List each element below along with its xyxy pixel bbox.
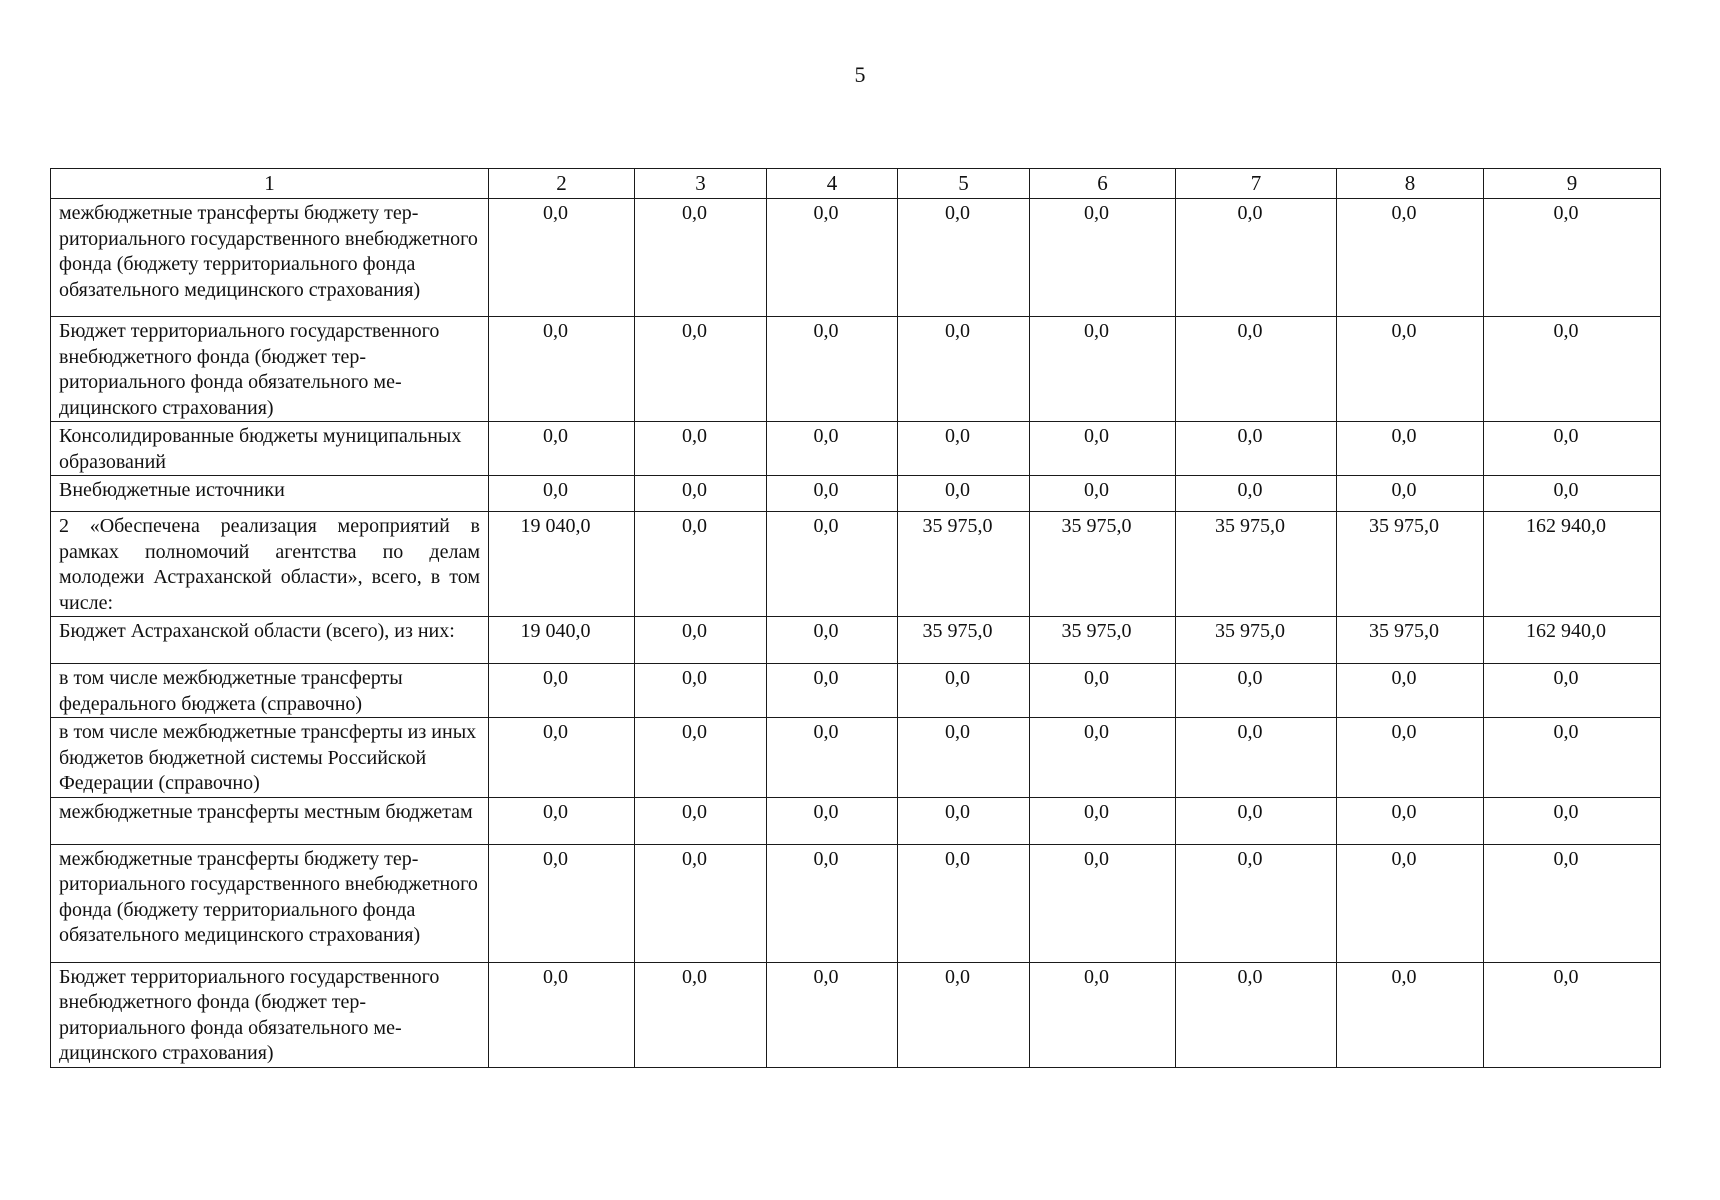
cell-value-text: 0,0 xyxy=(1391,847,1417,870)
cell-value-text: 0,0 xyxy=(813,515,839,537)
row-label: межбюджетные трансферты местным бюджетам xyxy=(51,797,489,844)
cell-value xyxy=(767,797,898,844)
cell-value xyxy=(1176,844,1337,962)
cell-value-text: 0,0 xyxy=(1391,202,1417,224)
table-row xyxy=(51,797,1661,844)
cell-value-text: 0,0 xyxy=(813,425,839,447)
cell-value xyxy=(489,797,635,844)
cell-value-text: 0,0 xyxy=(1553,847,1579,870)
cell-value-text: 0,0 xyxy=(1391,667,1417,689)
cell-value-text: 0,0 xyxy=(1553,965,1579,988)
cell-value xyxy=(767,422,898,476)
cell-value xyxy=(635,317,767,422)
cell-value xyxy=(635,422,767,476)
cell-value-text: 0,0 xyxy=(543,800,568,823)
cell-value-text: 35 975,0 xyxy=(1215,515,1285,537)
cell-value xyxy=(767,617,898,664)
table-row xyxy=(51,617,1661,664)
cell-value xyxy=(1176,797,1337,844)
cell-value xyxy=(1030,199,1176,317)
cell-value xyxy=(767,199,898,317)
table-row xyxy=(51,199,1661,317)
cell-value xyxy=(767,664,898,718)
cell-value-text: 0,0 xyxy=(682,202,707,224)
row-label: Консолидированные бюджеты муниципальных образований xyxy=(51,422,489,476)
column-header-5: 5 xyxy=(898,169,1030,199)
cell-value xyxy=(635,797,767,844)
cell-value-text: 0,0 xyxy=(1237,320,1263,342)
cell-value xyxy=(1484,617,1661,664)
cell-value xyxy=(1176,664,1337,718)
cell-value-text: 35 975,0 xyxy=(922,515,993,537)
cell-value-text: 35 975,0 xyxy=(1061,515,1132,537)
row-label: Внебюджетные источники xyxy=(51,476,489,512)
cell-value-text: 0,0 xyxy=(1553,479,1579,501)
cell-value-text: 19 040,0 xyxy=(520,515,591,537)
cell-value-text: 162 940,0 xyxy=(1526,620,1606,642)
cell-value-text: 0,0 xyxy=(1553,721,1579,743)
cell-value-text: 0,0 xyxy=(813,202,839,224)
cell-value-text: 0,0 xyxy=(1084,965,1109,988)
cell-value xyxy=(635,718,767,798)
cell-value xyxy=(1484,476,1661,512)
cell-value xyxy=(1484,664,1661,718)
cell-value-text: 0,0 xyxy=(1237,800,1263,823)
cell-value-text: 0,0 xyxy=(1084,847,1109,870)
column-header-6: 6 xyxy=(1030,169,1176,199)
cell-value xyxy=(767,962,898,1067)
cell-value xyxy=(1030,844,1176,962)
cell-value xyxy=(1030,317,1176,422)
cell-value-text: 0,0 xyxy=(543,847,568,870)
budget-table xyxy=(50,168,1661,1068)
cell-value xyxy=(767,512,898,617)
cell-value xyxy=(635,962,767,1067)
cell-value-text: 0,0 xyxy=(813,800,839,823)
cell-value-text: 0,0 xyxy=(813,667,839,689)
cell-value xyxy=(489,844,635,962)
cell-value-text: 0,0 xyxy=(945,425,970,447)
cell-value-text: 0,0 xyxy=(543,721,568,743)
column-header-7: 7 xyxy=(1176,169,1337,199)
cell-value xyxy=(1030,664,1176,718)
cell-value-text: 0,0 xyxy=(543,202,568,224)
cell-value xyxy=(1484,317,1661,422)
cell-value xyxy=(898,422,1030,476)
column-header-2: 2 xyxy=(489,169,635,199)
cell-value-text: 35 975,0 xyxy=(922,620,993,642)
cell-value-text: 0,0 xyxy=(813,847,839,870)
cell-value-text: 0,0 xyxy=(813,620,839,642)
cell-value xyxy=(1176,476,1337,512)
cell-value-text: 0,0 xyxy=(1084,425,1109,447)
cell-value xyxy=(1337,617,1484,664)
cell-value-text: 0,0 xyxy=(1553,425,1579,447)
cell-value xyxy=(898,476,1030,512)
cell-value-text: 0,0 xyxy=(1084,721,1109,743)
cell-value xyxy=(1030,512,1176,617)
cell-value xyxy=(1337,422,1484,476)
cell-value xyxy=(1484,422,1661,476)
cell-value xyxy=(635,617,767,664)
cell-value-text: 0,0 xyxy=(1391,965,1417,988)
cell-value xyxy=(1484,199,1661,317)
cell-value-text: 0,0 xyxy=(682,479,707,501)
cell-value xyxy=(489,422,635,476)
cell-value-text: 0,0 xyxy=(1391,425,1417,447)
cell-value xyxy=(635,664,767,718)
cell-value xyxy=(1176,199,1337,317)
cell-value xyxy=(898,617,1030,664)
cell-value-text: 35 975,0 xyxy=(1369,620,1439,642)
row-label: в том числе межбюджетные трансферты из иных бюджетов бюджетной системы Российской Федерации (справочно) xyxy=(51,718,489,798)
cell-value-text: 0,0 xyxy=(682,721,707,743)
cell-value xyxy=(1484,962,1661,1067)
cell-value xyxy=(767,718,898,798)
cell-value-text: 0,0 xyxy=(543,965,568,988)
cell-value-text: 0,0 xyxy=(1237,847,1263,870)
table-body xyxy=(51,199,1661,1068)
table-row xyxy=(51,844,1661,962)
cell-value-text: 0,0 xyxy=(543,667,568,689)
cell-value xyxy=(898,844,1030,962)
table-row xyxy=(51,512,1661,617)
cell-value xyxy=(635,199,767,317)
cell-value xyxy=(489,476,635,512)
cell-value xyxy=(1484,718,1661,798)
table-row xyxy=(51,962,1661,1067)
cell-value-text: 0,0 xyxy=(945,202,970,224)
cell-value-text: 0,0 xyxy=(543,320,568,342)
cell-value xyxy=(1030,718,1176,798)
cell-value xyxy=(489,317,635,422)
cell-value-text: 0,0 xyxy=(1237,202,1263,224)
column-header-3: 3 xyxy=(635,169,767,199)
cell-value-text: 0,0 xyxy=(1237,667,1263,689)
cell-value-text: 0,0 xyxy=(1553,667,1579,689)
row-label: Бюджет Астраханской области (всего), из них: xyxy=(51,617,489,664)
page-number: 5 xyxy=(854,62,866,87)
cell-value xyxy=(1337,844,1484,962)
table-row xyxy=(51,317,1661,422)
cell-value-text: 0,0 xyxy=(945,721,970,743)
cell-value xyxy=(489,617,635,664)
cell-value xyxy=(1030,422,1176,476)
cell-value-text: 0,0 xyxy=(945,479,970,501)
table-row xyxy=(51,476,1661,512)
cell-value xyxy=(898,797,1030,844)
cell-value-text: 35 975,0 xyxy=(1369,515,1439,537)
cell-value-text: 0,0 xyxy=(1553,800,1579,823)
cell-value-text: 0,0 xyxy=(813,721,839,743)
cell-value xyxy=(1176,617,1337,664)
cell-value xyxy=(1030,797,1176,844)
cell-value-text: 0,0 xyxy=(1084,320,1109,342)
cell-value xyxy=(1030,476,1176,512)
cell-value-text: 0,0 xyxy=(682,425,707,447)
cell-value-text: 0,0 xyxy=(945,800,970,823)
cell-value-text: 0,0 xyxy=(682,800,707,823)
cell-value xyxy=(635,512,767,617)
cell-value-text: 162 940,0 xyxy=(1526,515,1606,537)
row-label: в том числе межбюджетные трансферты федерального бюджета (справочно) xyxy=(51,664,489,718)
cell-value-text: 0,0 xyxy=(1237,479,1263,501)
header-row xyxy=(51,169,1661,199)
cell-value-text: 0,0 xyxy=(682,515,707,537)
cell-value-text: 0,0 xyxy=(1391,721,1417,743)
cell-value xyxy=(1337,664,1484,718)
cell-value-text: 0,0 xyxy=(682,320,707,342)
cell-value-text: 0,0 xyxy=(1553,202,1579,224)
cell-value-text: 0,0 xyxy=(543,479,568,501)
cell-value xyxy=(1337,718,1484,798)
table-row xyxy=(51,422,1661,476)
cell-value-text: 19 040,0 xyxy=(520,620,591,642)
cell-value xyxy=(1337,317,1484,422)
cell-value-text: 0,0 xyxy=(1084,479,1109,501)
cell-value-text: 0,0 xyxy=(945,320,970,342)
cell-value xyxy=(898,512,1030,617)
cell-value-text: 0,0 xyxy=(682,667,707,689)
cell-value-text: 0,0 xyxy=(945,847,970,870)
cell-value-text: 0,0 xyxy=(682,620,707,642)
cell-value-text: 0,0 xyxy=(945,667,970,689)
cell-value xyxy=(1337,797,1484,844)
cell-value xyxy=(1484,844,1661,962)
row-label: межбюджетные трансферты бюджету территориального государственного внебюджетного фонда (бюджету территориального фонда обязательного медицинского страхования) xyxy=(51,199,489,317)
row-label: Бюджет территориального государственного внебюджетного фонда (бюджет территориального фонда обязательного медицинского страхования) xyxy=(51,317,489,422)
cell-value xyxy=(767,844,898,962)
cell-value-text: 0,0 xyxy=(1391,479,1417,501)
cell-value-text: 0,0 xyxy=(1084,800,1109,823)
cell-value-text: 35 975,0 xyxy=(1061,620,1132,642)
cell-value-text: 0,0 xyxy=(813,479,839,501)
row-label: межбюджетные трансферты бюджету территориального государственного внебюджетного фонда (бюджету территориального фонда обязательного медицинского страхования) xyxy=(51,844,489,962)
table-row xyxy=(51,664,1661,718)
cell-value xyxy=(635,476,767,512)
cell-value xyxy=(1030,617,1176,664)
cell-value-text: 0,0 xyxy=(1237,425,1263,447)
cell-value xyxy=(1337,962,1484,1067)
cell-value-text: 0,0 xyxy=(543,425,568,447)
cell-value xyxy=(1337,199,1484,317)
cell-value xyxy=(1484,797,1661,844)
cell-value-text: 0,0 xyxy=(682,847,707,870)
row-label: Бюджет территориального государственного внебюджетного фонда (бюджет территориального фонда обязательного медицинского страхования) xyxy=(51,962,489,1067)
cell-value-text: 0,0 xyxy=(1391,800,1417,823)
cell-value-text: 0,0 xyxy=(1553,320,1579,342)
cell-value xyxy=(1176,512,1337,617)
cell-value xyxy=(898,199,1030,317)
cell-value-text: 0,0 xyxy=(1391,320,1417,342)
cell-value xyxy=(489,718,635,798)
cell-value xyxy=(1337,512,1484,617)
cell-value xyxy=(489,962,635,1067)
cell-value xyxy=(489,512,635,617)
cell-value xyxy=(898,962,1030,1067)
cell-value xyxy=(1176,422,1337,476)
cell-value-text: 0,0 xyxy=(1237,965,1263,988)
cell-value-text: 0,0 xyxy=(682,965,707,988)
cell-value xyxy=(1484,512,1661,617)
cell-value-text: 0,0 xyxy=(945,965,970,988)
cell-value xyxy=(1337,476,1484,512)
column-header-1: 1 xyxy=(51,169,489,199)
cell-value-text: 0,0 xyxy=(1084,202,1109,224)
cell-value xyxy=(489,664,635,718)
cell-value-text: 35 975,0 xyxy=(1215,620,1285,642)
cell-value-text: 0,0 xyxy=(813,320,839,342)
cell-value xyxy=(1176,718,1337,798)
cell-value xyxy=(898,317,1030,422)
cell-value xyxy=(1176,317,1337,422)
cell-value xyxy=(635,844,767,962)
cell-value xyxy=(1030,962,1176,1067)
column-header-8: 8 xyxy=(1337,169,1484,199)
cell-value xyxy=(1176,962,1337,1067)
row-label: 2 «Обеспечена реализация мероприятий в рамках полномочий агентства по делам молодежи Астраханской области», всего, в том числе: xyxy=(51,512,489,617)
cell-value xyxy=(767,317,898,422)
cell-value xyxy=(898,718,1030,798)
column-header-9: 9 xyxy=(1484,169,1661,199)
cell-value-text: 0,0 xyxy=(813,965,839,988)
cell-value xyxy=(489,199,635,317)
cell-value-text: 0,0 xyxy=(1237,721,1263,743)
cell-value-text: 0,0 xyxy=(1084,667,1109,689)
cell-value xyxy=(898,664,1030,718)
column-header-4: 4 xyxy=(767,169,898,199)
cell-value xyxy=(767,476,898,512)
table-row xyxy=(51,718,1661,798)
